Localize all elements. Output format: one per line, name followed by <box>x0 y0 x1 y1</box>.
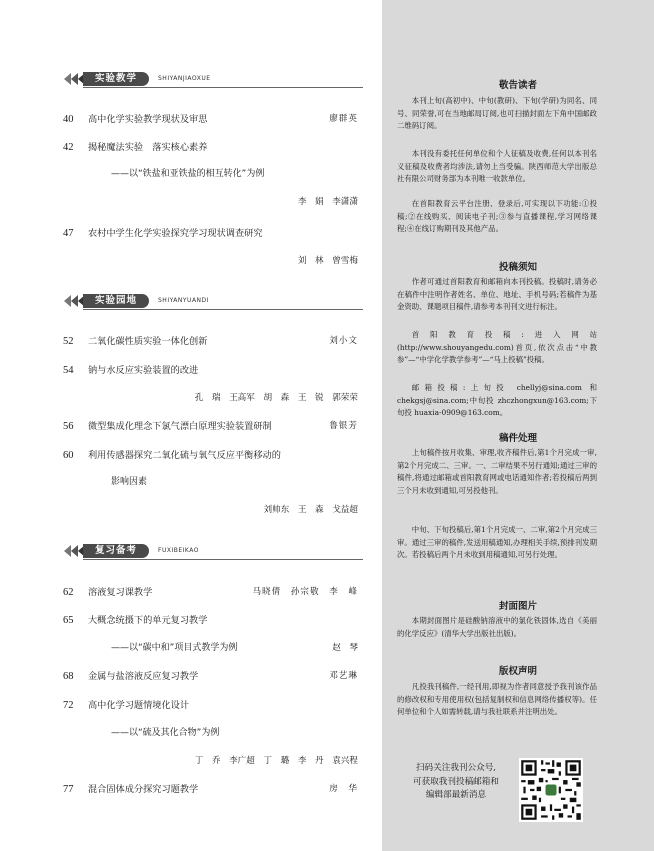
section-title: 复习备考 <box>83 544 149 558</box>
article-subtitle: ——以“碳中和”项目式教学为例 <box>111 643 238 653</box>
toc-entry[interactable] <box>63 113 358 127</box>
processing-paragraph: 中旬、下旬投稿后,第1个月完成一、二审,第2个月完成三审。通过三审的稿件,发送用稿通知,办理相关手续,预排刊发期次。若投稿后两个月未收到用稿通知,可另行处理。 <box>397 525 597 560</box>
article-title: 钠与水反应实验装置的改进 <box>88 365 199 376</box>
submission-heading: 投稿须知 <box>498 262 537 273</box>
article-authors: 赵 琴 <box>332 643 358 653</box>
section-pinyin: SHIYANYUANDI <box>158 297 209 304</box>
article-authors: 邓艺琳 <box>329 671 358 681</box>
toc-entry[interactable] <box>63 335 358 349</box>
toc-entry[interactable] <box>63 420 358 434</box>
article-title: 揭秘魔法实验 落实核心素养 <box>88 142 208 153</box>
article-authors: 鲁银芳 <box>329 421 358 431</box>
article-authors: 马晓倩 孙宗敬 李 峰 <box>252 587 358 597</box>
article-title: 微型集成化理念下氯气漂白原理实验装置研制 <box>88 421 272 432</box>
page-number: 40 <box>63 114 74 125</box>
submission-paragraph: 邮箱投稿:上旬投 chellyj@sina.com 和 chekgsj@sina.com;中旬投 zhczhongxun@163.com;下旬投 huaxia-0909@163.com。 <box>397 383 597 418</box>
article-title: 高中化学实验教学现状及审思 <box>88 114 208 125</box>
notice-paragraph: 在首阳教育云平台注册、登录后,可实现以下功能:①投稿;②在线购买、阅读电子刊;③参与直播课程,学习网络课程;④在线订购期刊及其他产品。 <box>397 199 597 234</box>
processing-paragraph: 上旬稿件按月收集、审理,收齐稿件后,第1个月完成一审,第2个月完成二、三审。一、二审结果不另行通知;通过三审的稿件,将通过邮箱或首阳教育网或电话通知作者;若投稿后两到三个月未收到通知,可另投他刊。 <box>397 448 597 495</box>
toc-entry[interactable] <box>63 227 358 271</box>
toc-entry[interactable] <box>63 699 358 771</box>
toc-entry[interactable] <box>63 449 358 521</box>
article-title: 金属与盐溶液反应复习教学 <box>88 671 199 682</box>
article-title: 农村中学生化学实验探究学习现状调查研究 <box>88 228 263 239</box>
page-number: 77 <box>63 784 74 795</box>
cover-heading: 封面图片 <box>498 601 537 612</box>
section-header-review <box>63 544 363 558</box>
page-number: 72 <box>63 700 74 711</box>
article-title: 大概念统摄下的单元复习教学 <box>88 615 208 626</box>
section-header-experiment-teaching <box>63 72 363 86</box>
cover-paragraph: 本期封面图片是硅酸钠溶液中的氯化铁固体,选自《美丽的化学反应》(清华大学出版社出版)。 <box>397 616 597 638</box>
double-arrow-icon <box>63 72 85 86</box>
section-pinyin: FUXIBEIKAO <box>158 547 199 554</box>
page-number: 65 <box>63 615 74 626</box>
section-title: 实验园地 <box>83 294 149 308</box>
page-number: 62 <box>63 587 74 598</box>
copyright-paragraph: 凡投我刊稿件,一经刊用,即视为作者同意授予我刊该作品的修改权和专用使用权(包括复制权和信息网络传播权等)。任何单位和个人如需转载,请与我社联系并注明出处。 <box>397 682 597 717</box>
page-number: 54 <box>63 365 74 376</box>
double-arrow-icon <box>63 294 85 308</box>
article-authors: 廖群英 <box>329 114 358 124</box>
notice-paragraph: 本刊上旬(高初中)、中旬(教研)、下旬(学研)为同名、同号、同荣誉,可在当地邮局订阅,也可扫描封面左下角中国邮政二维码订阅。 <box>397 96 597 131</box>
toc-entry[interactable] <box>63 783 358 797</box>
article-authors: 刘 林 曾雪梅 <box>297 256 358 266</box>
submission-paragraph: 作者可通过首阳教育和邮箱向本刊投稿。投稿时,请务必在稿件中注明作者姓名、单位、地址、手机号码;若稿件为基金资助、课题项目稿件,请参考本刊刊文进行标注。 <box>397 277 597 312</box>
section-rule <box>83 309 363 310</box>
processing-heading: 稿件处理 <box>498 433 537 444</box>
article-title: 利用传感器探究二氧化硫与氧气反应平衡移动的 <box>88 450 281 461</box>
notice-paragraph: 本刊没有委托任何单位和个人征稿及收费,任何以本刊名义征稿及收费者均涉法,请勿上当受骗。陕西师范大学出版总社有限公司财务部为本刊唯一收款单位。 <box>397 149 597 184</box>
section-title: 实验教学 <box>83 72 149 86</box>
page-number: 52 <box>63 336 74 347</box>
toc-entry[interactable] <box>63 364 358 408</box>
article-subtitle: ——以“硫及其化合物”为例 <box>111 728 220 738</box>
notice-heading: 敬告读者 <box>498 80 537 91</box>
double-arrow-icon <box>63 544 85 558</box>
toc-entry[interactable] <box>63 586 358 600</box>
article-title-continued: 影响因素 <box>111 477 148 487</box>
article-title: 混合固体成分探究习题教学 <box>88 784 199 795</box>
toc-entry[interactable] <box>63 614 358 658</box>
page-number: 42 <box>63 142 74 153</box>
page-number: 60 <box>63 450 74 461</box>
article-authors: 房 华 <box>329 784 358 794</box>
section-pinyin: SHIYANJIAOXUE <box>158 75 211 82</box>
article-title: 溶液复习课教学 <box>88 587 153 598</box>
toc-entry[interactable] <box>63 141 358 211</box>
article-authors: 刘帅东 王 森 戈益超 <box>263 505 358 515</box>
article-authors: 刘小文 <box>329 336 358 346</box>
toc-entry[interactable] <box>63 670 358 684</box>
article-authors: 李 娟 李潇潇 <box>297 197 358 207</box>
article-title: 二氧化碳性质实验一体化创新 <box>88 336 208 347</box>
qr-code-icon[interactable] <box>519 758 583 822</box>
section-rule <box>83 87 363 88</box>
article-title: 高中化学习题情境化设计 <box>88 700 190 711</box>
submission-paragraph: 首阳教育投稿:进入网站(http://www.shouyangedu.com)首页,依次点击“中教参”—“中学化学教学参考”—“马上投稿”投稿。 <box>397 330 597 365</box>
page-number: 68 <box>63 671 74 682</box>
qr-caption: 扫码关注我刊公众号,可获取我刊投稿邮箱和编辑部最新消息 <box>413 763 499 800</box>
section-header-experiment-garden <box>63 294 363 308</box>
page-number: 47 <box>63 228 74 239</box>
article-authors: 孔 瑞 王高军 胡 森 王 锐 郭荣荣 <box>194 393 358 403</box>
article-authors: 丁 乔 李广超 丁 璐 李 丹 袁兴程 <box>194 756 358 766</box>
page-number: 56 <box>63 421 74 432</box>
copyright-heading: 版权声明 <box>498 666 537 677</box>
article-subtitle: ——以“铁盐和亚铁盐的相互转化”为例 <box>111 169 265 179</box>
section-rule <box>83 559 363 560</box>
